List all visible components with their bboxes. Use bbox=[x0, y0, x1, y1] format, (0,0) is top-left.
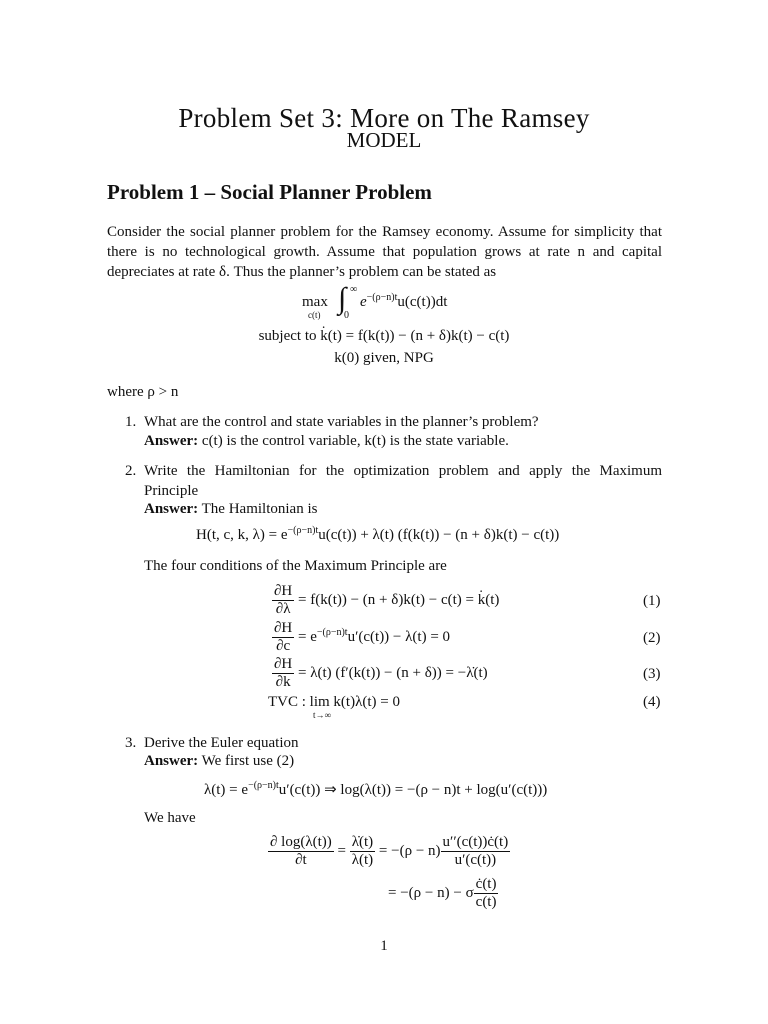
euler-result: = −(ρ − n) − σ $\frac{ċ(t)}{c(t)}$ bbox=[388, 876, 497, 910]
integrand-exponent: −(ρ−n)t bbox=[366, 292, 398, 303]
we-have: We have bbox=[144, 810, 196, 826]
hamiltonian: H(t, c, k, $\lambda) = e^{-(\rho-n)t}u(c(t)) + \lambda(t) (f(k(t)) - (n + \delta)k(t) - c(t))$ bbox=[196, 525, 560, 543]
q3-number: 3. bbox=[125, 735, 137, 751]
four-conditions: The four conditions of the Maximum Principle are bbox=[144, 558, 447, 574]
max-subscript: c(t) bbox=[308, 310, 321, 320]
euler-derivative: $\frac{\partial \log(\lambda(t))}{\partial t}$ = $\frac{\lambdȧ(t)}{\lambda(t)}$ = −(ρ − n) $\frac{u''(c(t))ċ(t)}{u'(c(t))}$ bbox=[270, 834, 509, 868]
integral-lower: 0 bbox=[344, 310, 349, 321]
equation-3-number: (3) bbox=[643, 666, 661, 682]
q1-answer: Answer: c(t) is the control variable, k(t) is the state variable. bbox=[144, 433, 509, 449]
where-clause: where ρ > n bbox=[107, 384, 179, 400]
initial-condition: k(0) given, NPG bbox=[334, 350, 434, 366]
q1-number: 1. bbox=[125, 414, 137, 430]
limit-subscript: t→∞ bbox=[313, 710, 331, 720]
euler-step-1: $\lambda(t) = e^{-(\rho-n)t}u'(c(t))$ ⇒ log(λ(t)) = −(ρ − n)t + log(u′(c(t))) bbox=[204, 780, 548, 798]
equation-4-number: (4) bbox=[643, 694, 661, 710]
equation-2-number: (2) bbox=[643, 630, 661, 646]
page-number: 1 bbox=[380, 938, 388, 954]
q2-answer: Answer: The Hamiltonian is bbox=[144, 501, 318, 517]
objective bbox=[302, 282, 502, 326]
q3-text: Derive the Euler equation bbox=[144, 735, 299, 751]
q2-number: 2. bbox=[125, 463, 137, 479]
title-line-2: MODEL bbox=[346, 128, 422, 152]
constraint: subject to k̇(t) = f(k(t)) − (n + δ)k(t) − c(t) bbox=[258, 328, 510, 344]
integrand-e: e bbox=[360, 294, 367, 310]
title-line-1: Problem Set 3: More on The Ramsey bbox=[178, 103, 590, 133]
section-heading: Problem 1 – Social Planner Problem bbox=[107, 180, 432, 204]
q1-text: What are the control and state variables in the planner’s problem? bbox=[144, 414, 539, 430]
equation-4: TVC : lim k(t)λ(t) = 0 bbox=[268, 694, 400, 710]
equation-3: $\frac{\partial H}{\partial k}$ = λ(t) (f′(k(t)) − (n + δ)) = −λ̇(t) bbox=[274, 656, 488, 690]
q3-answer: Answer: We first use (2) bbox=[144, 753, 295, 769]
max-operator: max bbox=[302, 294, 328, 310]
equation-2: $\frac{\partial H}{\partial c}$ = $e^{-(\rho-n)t}u'(c(t)) - \lambda(t) = 0$ bbox=[274, 620, 451, 654]
equation-1: $\frac{\partial H}{\partial\lambda}$ = f(k(t)) − (n + δ)k(t) − c(t) = k̇(t) bbox=[274, 583, 500, 617]
intro-paragraph: Consider the social planner problem for the Ramsey economy. Assume for simplicity that there is no technological growth. Assume that population grows at rate n and capital depreciates at rate δ. Thus the planner’s problem can be stated as bbox=[107, 224, 662, 280]
integral-upper: ∞ bbox=[350, 284, 358, 295]
q2-text: Write the Hamiltonian for the optimization problem and apply the Maximum Principle bbox=[144, 463, 662, 499]
integrand-rest: u(c(t))dt bbox=[397, 294, 448, 310]
equation-1-number: (1) bbox=[643, 593, 661, 609]
integral-sign: ∫ bbox=[338, 282, 347, 315]
